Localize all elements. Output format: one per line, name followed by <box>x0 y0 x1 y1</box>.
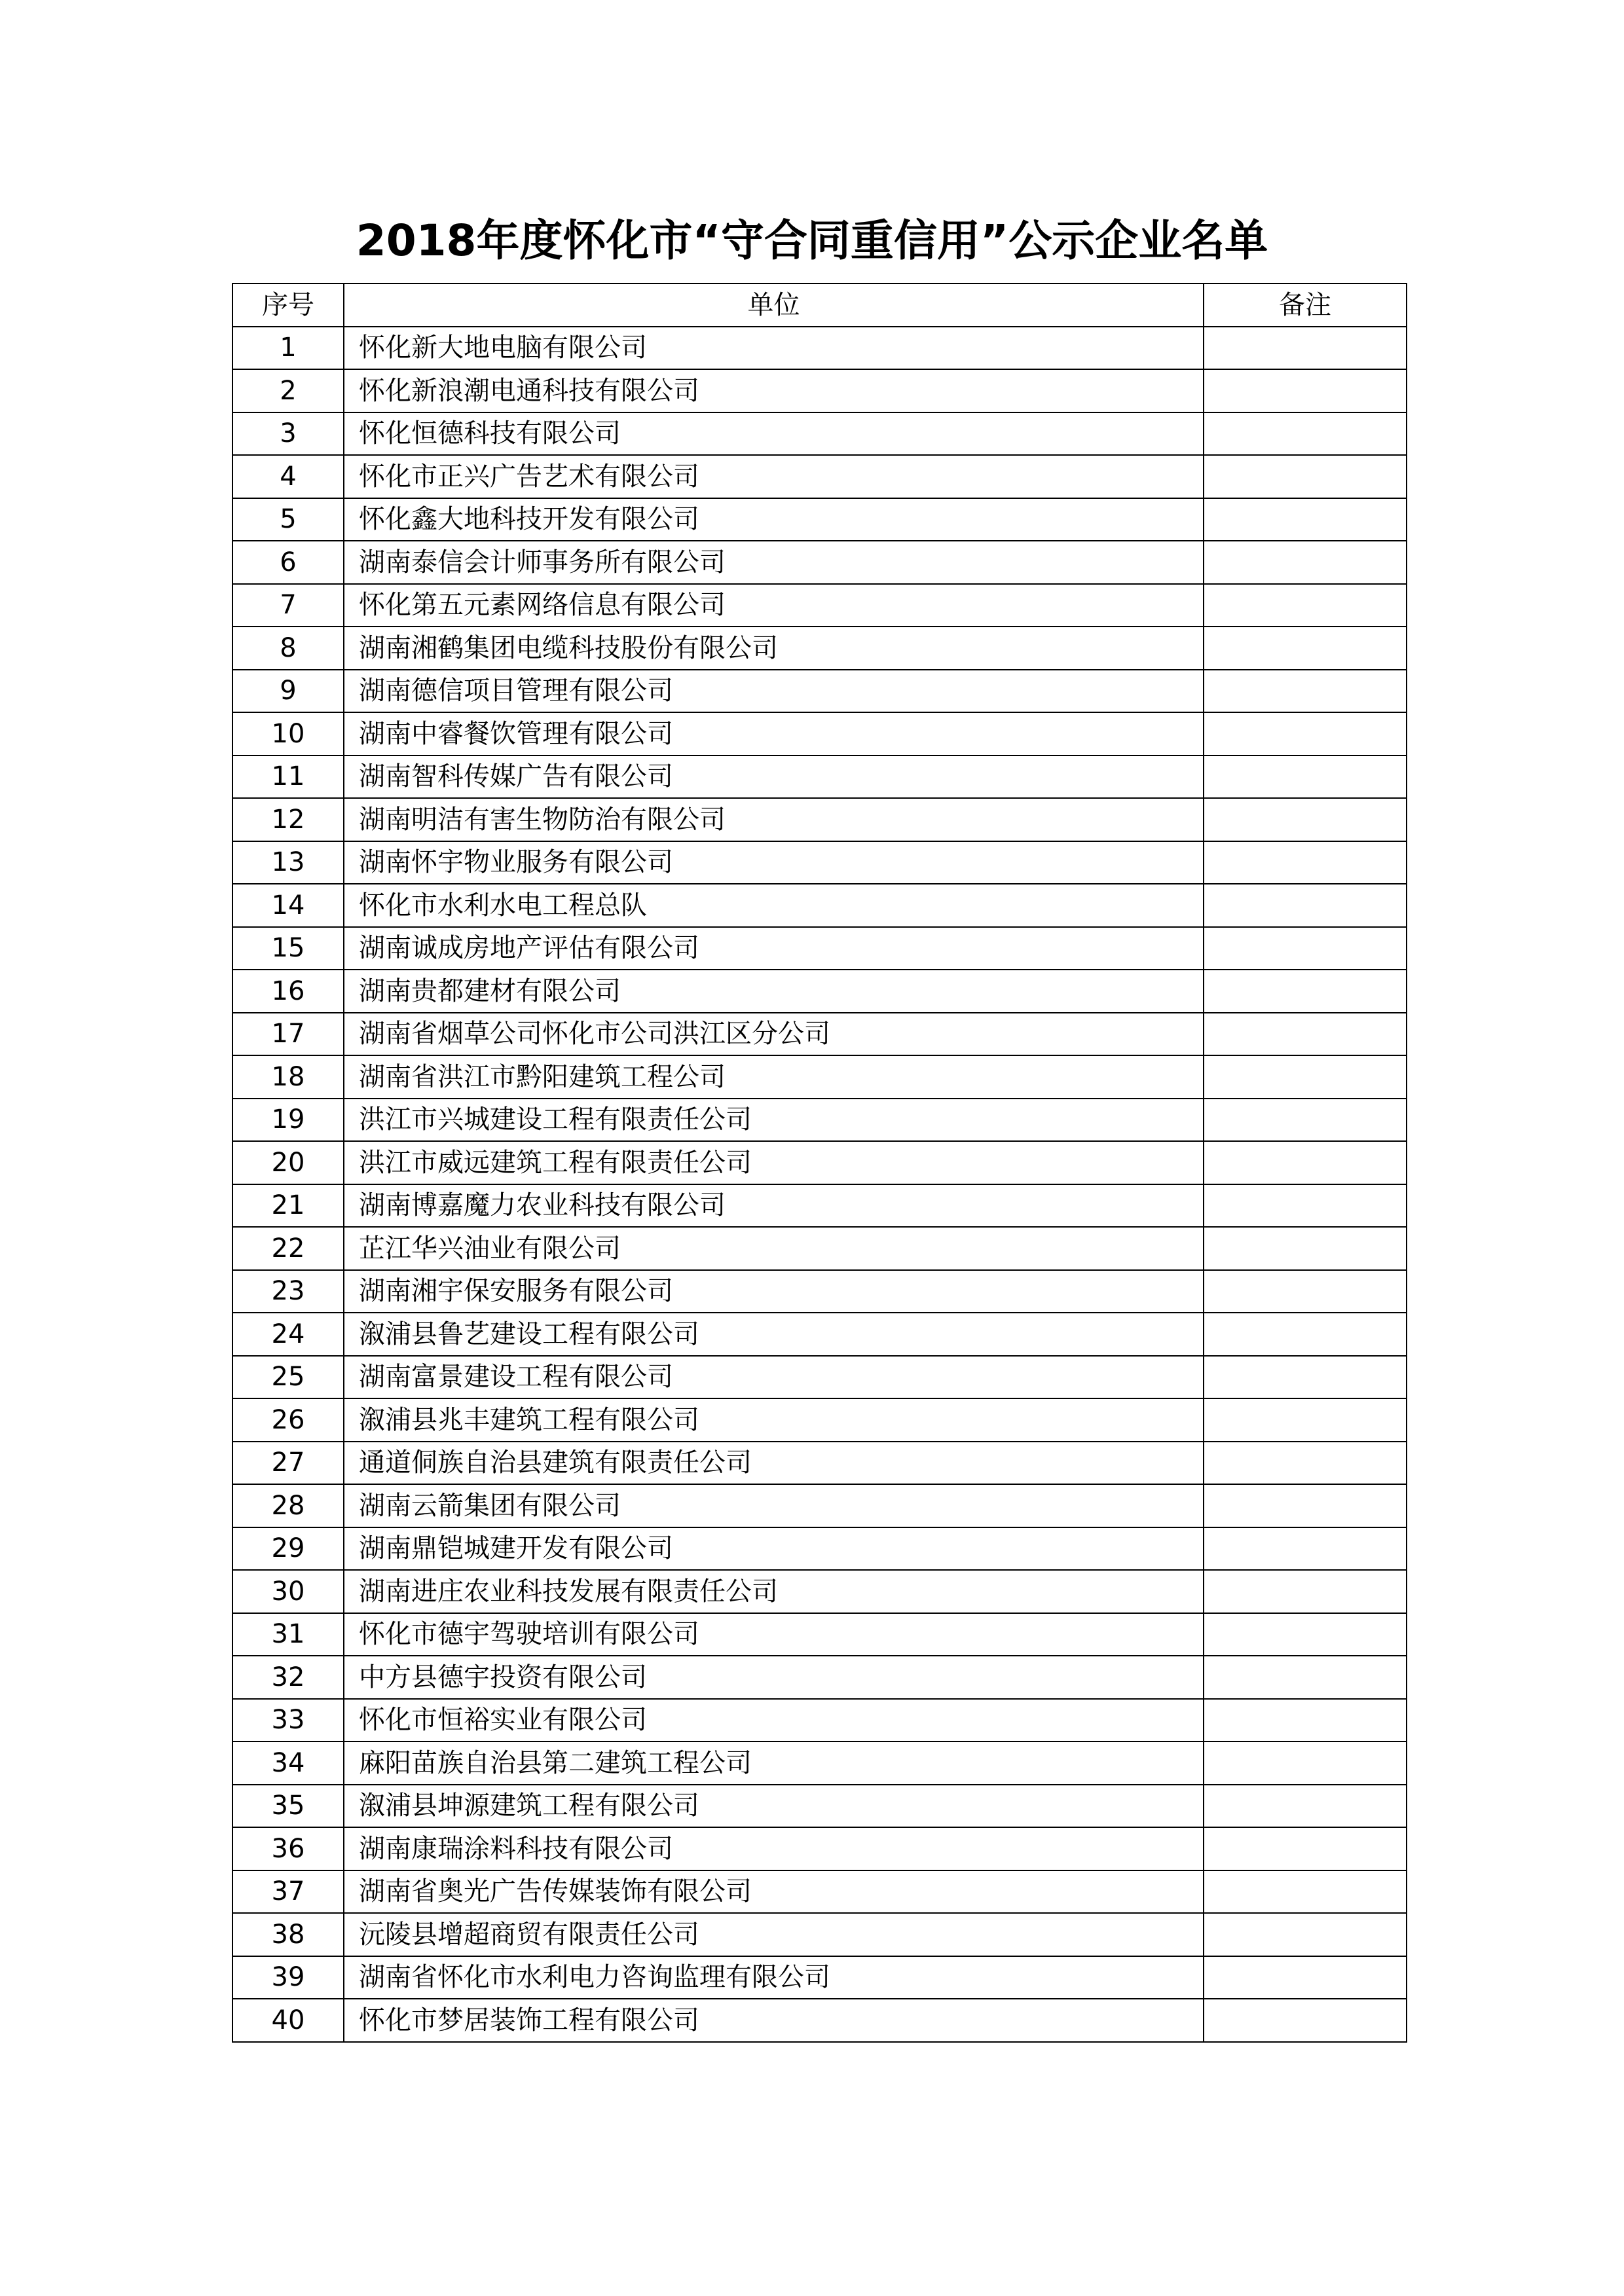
table-row <box>232 1141 1407 1184</box>
row-seq-cell: 29 <box>232 1527 344 1571</box>
row-seq-cell: 20 <box>232 1141 344 1184</box>
header-seq: 序号 <box>232 283 344 327</box>
row-seq-cell: 25 <box>232 1356 344 1399</box>
row-unit-cell: 怀化鑫大地科技开发有限公司 <box>344 498 1204 541</box>
table-row <box>232 1527 1407 1571</box>
row-seq-cell: 21 <box>232 1184 344 1228</box>
table-row <box>232 798 1407 841</box>
row-note-cell <box>1204 1184 1407 1228</box>
row-note-cell <box>1204 712 1407 756</box>
table-row <box>232 1956 1407 1999</box>
row-note-cell <box>1204 884 1407 927</box>
table-row <box>232 1570 1407 1613</box>
table-row <box>232 1313 1407 1356</box>
row-unit-cell: 怀化市恒裕实业有限公司 <box>344 1699 1204 1742</box>
row-seq-cell: 32 <box>232 1656 344 1699</box>
table-row <box>232 712 1407 756</box>
row-note-cell <box>1204 1913 1407 1956</box>
row-seq-cell: 15 <box>232 927 344 970</box>
table-row <box>232 584 1407 627</box>
row-unit-cell: 湖南明洁有害生物防治有限公司 <box>344 798 1204 841</box>
table-row <box>232 1913 1407 1956</box>
row-note-cell <box>1204 1055 1407 1099</box>
row-note-cell <box>1204 1442 1407 1485</box>
row-note-cell <box>1204 1656 1407 1699</box>
table-row <box>232 627 1407 670</box>
row-note-cell <box>1204 1356 1407 1399</box>
row-unit-cell: 芷江华兴油业有限公司 <box>344 1227 1204 1270</box>
row-unit-cell: 溆浦县兆丰建筑工程有限公司 <box>344 1398 1204 1442</box>
row-unit-cell: 湖南泰信会计师事务所有限公司 <box>344 541 1204 584</box>
table-row <box>232 1656 1407 1699</box>
page-title: 2018年度怀化市“守合同重信用”公示企业名单 <box>356 215 1268 266</box>
row-seq-cell: 34 <box>232 1741 344 1785</box>
table-row <box>232 1785 1407 1828</box>
header-note: 备注 <box>1204 283 1407 327</box>
table-row <box>232 1827 1407 1870</box>
table-row <box>232 756 1407 799</box>
row-unit-cell: 怀化市正兴广告艺术有限公司 <box>344 455 1204 498</box>
table-row <box>232 412 1407 456</box>
row-seq-cell: 31 <box>232 1613 344 1656</box>
row-unit-cell: 中方县德宇投资有限公司 <box>344 1656 1204 1699</box>
row-seq-cell: 23 <box>232 1270 344 1313</box>
row-unit-cell: 通道侗族自治县建筑有限责任公司 <box>344 1442 1204 1485</box>
row-unit-cell: 洪江市兴城建设工程有限责任公司 <box>344 1099 1204 1142</box>
table-row <box>232 1270 1407 1313</box>
row-unit-cell: 怀化市梦居装饰工程有限公司 <box>344 1999 1204 2042</box>
row-note-cell <box>1204 1270 1407 1313</box>
row-unit-cell: 湖南湘宇保安服务有限公司 <box>344 1270 1204 1313</box>
table-row <box>232 1356 1407 1399</box>
row-note-cell <box>1204 1313 1407 1356</box>
row-seq-cell: 9 <box>232 670 344 713</box>
table-row <box>232 1227 1407 1270</box>
row-unit-cell: 溆浦县鲁艺建设工程有限公司 <box>344 1313 1204 1356</box>
row-seq-cell: 16 <box>232 970 344 1013</box>
table-row <box>232 498 1407 541</box>
row-seq-cell: 2 <box>232 369 344 412</box>
table-body <box>232 327 1407 2042</box>
row-unit-cell: 怀化市德宇驾驶培训有限公司 <box>344 1613 1204 1656</box>
table-row <box>232 970 1407 1013</box>
table-row <box>232 541 1407 584</box>
row-seq-cell: 13 <box>232 841 344 884</box>
table-row <box>232 1184 1407 1228</box>
row-unit-cell: 湖南富景建设工程有限公司 <box>344 1356 1204 1399</box>
row-seq-cell: 39 <box>232 1956 344 1999</box>
row-unit-cell: 湖南中睿餐饮管理有限公司 <box>344 712 1204 756</box>
row-unit-cell: 湖南鼎铠城建开发有限公司 <box>344 1527 1204 1571</box>
row-note-cell <box>1204 670 1407 713</box>
row-unit-cell: 洪江市威远建筑工程有限责任公司 <box>344 1141 1204 1184</box>
row-seq-cell: 36 <box>232 1827 344 1870</box>
row-seq-cell: 18 <box>232 1055 344 1099</box>
row-seq-cell: 24 <box>232 1313 344 1356</box>
row-seq-cell: 26 <box>232 1398 344 1442</box>
row-seq-cell: 33 <box>232 1699 344 1742</box>
row-unit-cell: 怀化市水利水电工程总队 <box>344 884 1204 927</box>
table-row <box>232 1999 1407 2042</box>
row-note-cell <box>1204 1484 1407 1527</box>
table-row <box>232 670 1407 713</box>
table-row <box>232 327 1407 370</box>
row-seq-cell: 17 <box>232 1013 344 1056</box>
row-note-cell <box>1204 927 1407 970</box>
row-unit-cell: 湖南省奥光广告传媒装饰有限公司 <box>344 1870 1204 1914</box>
row-note-cell <box>1204 369 1407 412</box>
row-note-cell <box>1204 1227 1407 1270</box>
row-seq-cell: 14 <box>232 884 344 927</box>
row-note-cell <box>1204 327 1407 370</box>
row-unit-cell: 湖南省烟草公司怀化市公司洪江区分公司 <box>344 1013 1204 1056</box>
row-unit-cell: 湖南云箭集团有限公司 <box>344 1484 1204 1527</box>
row-unit-cell: 怀化第五元素网络信息有限公司 <box>344 584 1204 627</box>
table-row <box>232 1013 1407 1056</box>
row-unit-cell: 溆浦县坤源建筑工程有限公司 <box>344 1785 1204 1828</box>
table-header-row <box>232 283 1407 327</box>
row-note-cell <box>1204 1870 1407 1914</box>
row-seq-cell: 28 <box>232 1484 344 1527</box>
row-seq-cell: 12 <box>232 798 344 841</box>
row-note-cell <box>1204 1398 1407 1442</box>
row-seq-cell: 8 <box>232 627 344 670</box>
row-seq-cell: 19 <box>232 1099 344 1142</box>
table-row <box>232 1870 1407 1914</box>
row-unit-cell: 沅陵县增超商贸有限责任公司 <box>344 1913 1204 1956</box>
table-row <box>232 884 1407 927</box>
row-unit-cell: 怀化新大地电脑有限公司 <box>344 327 1204 370</box>
row-unit-cell: 湖南湘鹤集团电缆科技股份有限公司 <box>344 627 1204 670</box>
row-seq-cell: 38 <box>232 1913 344 1956</box>
row-note-cell <box>1204 1527 1407 1571</box>
row-note-cell <box>1204 1956 1407 1999</box>
row-note-cell <box>1204 1827 1407 1870</box>
row-unit-cell: 怀化新浪潮电通科技有限公司 <box>344 369 1204 412</box>
row-seq-cell: 27 <box>232 1442 344 1485</box>
table-row <box>232 1613 1407 1656</box>
row-note-cell <box>1204 970 1407 1013</box>
row-note-cell <box>1204 1013 1407 1056</box>
table-row <box>232 1099 1407 1142</box>
row-unit-cell: 湖南怀宇物业服务有限公司 <box>344 841 1204 884</box>
row-seq-cell: 35 <box>232 1785 344 1828</box>
row-seq-cell: 40 <box>232 1999 344 2042</box>
table-row <box>232 1442 1407 1485</box>
row-unit-cell: 湖南省怀化市水利电力咨询监理有限公司 <box>344 1956 1204 1999</box>
row-note-cell <box>1204 798 1407 841</box>
row-unit-cell: 湖南省洪江市黔阳建筑工程公司 <box>344 1055 1204 1099</box>
row-note-cell <box>1204 627 1407 670</box>
row-note-cell <box>1204 412 1407 456</box>
row-seq-cell: 5 <box>232 498 344 541</box>
row-note-cell <box>1204 1570 1407 1613</box>
row-unit-cell: 湖南博嘉魔力农业科技有限公司 <box>344 1184 1204 1228</box>
row-unit-cell: 湖南康瑞涂料科技有限公司 <box>344 1827 1204 1870</box>
table-row <box>232 1699 1407 1742</box>
header-unit: 单位 <box>344 283 1204 327</box>
table-row <box>232 1741 1407 1785</box>
row-seq-cell: 1 <box>232 327 344 370</box>
row-seq-cell: 6 <box>232 541 344 584</box>
row-unit-cell: 湖南德信项目管理有限公司 <box>344 670 1204 713</box>
row-note-cell <box>1204 1741 1407 1785</box>
row-seq-cell: 22 <box>232 1227 344 1270</box>
row-unit-cell: 麻阳苗族自治县第二建筑工程公司 <box>344 1741 1204 1785</box>
row-note-cell <box>1204 1999 1407 2042</box>
table-row <box>232 927 1407 970</box>
row-unit-cell: 湖南智科传媒广告有限公司 <box>344 756 1204 799</box>
company-list-table <box>232 283 1407 2043</box>
row-unit-cell: 湖南诚成房地产评估有限公司 <box>344 927 1204 970</box>
row-note-cell <box>1204 584 1407 627</box>
row-note-cell <box>1204 756 1407 799</box>
row-note-cell <box>1204 1141 1407 1184</box>
row-seq-cell: 3 <box>232 412 344 456</box>
row-note-cell <box>1204 841 1407 884</box>
row-unit-cell: 湖南贵都建材有限公司 <box>344 970 1204 1013</box>
table-row <box>232 369 1407 412</box>
row-note-cell <box>1204 1613 1407 1656</box>
row-note-cell <box>1204 1699 1407 1742</box>
row-seq-cell: 37 <box>232 1870 344 1914</box>
row-seq-cell: 7 <box>232 584 344 627</box>
row-seq-cell: 4 <box>232 455 344 498</box>
row-note-cell <box>1204 541 1407 584</box>
row-seq-cell: 30 <box>232 1570 344 1613</box>
table-row <box>232 455 1407 498</box>
table-row <box>232 1055 1407 1099</box>
table-row <box>232 1484 1407 1527</box>
row-note-cell <box>1204 498 1407 541</box>
row-unit-cell: 怀化恒德科技有限公司 <box>344 412 1204 456</box>
row-seq-cell: 11 <box>232 756 344 799</box>
row-note-cell <box>1204 455 1407 498</box>
row-note-cell <box>1204 1785 1407 1828</box>
row-note-cell <box>1204 1099 1407 1142</box>
row-unit-cell: 湖南进庄农业科技发展有限责任公司 <box>344 1570 1204 1613</box>
row-seq-cell: 10 <box>232 712 344 756</box>
table-row <box>232 841 1407 884</box>
table-row <box>232 1398 1407 1442</box>
